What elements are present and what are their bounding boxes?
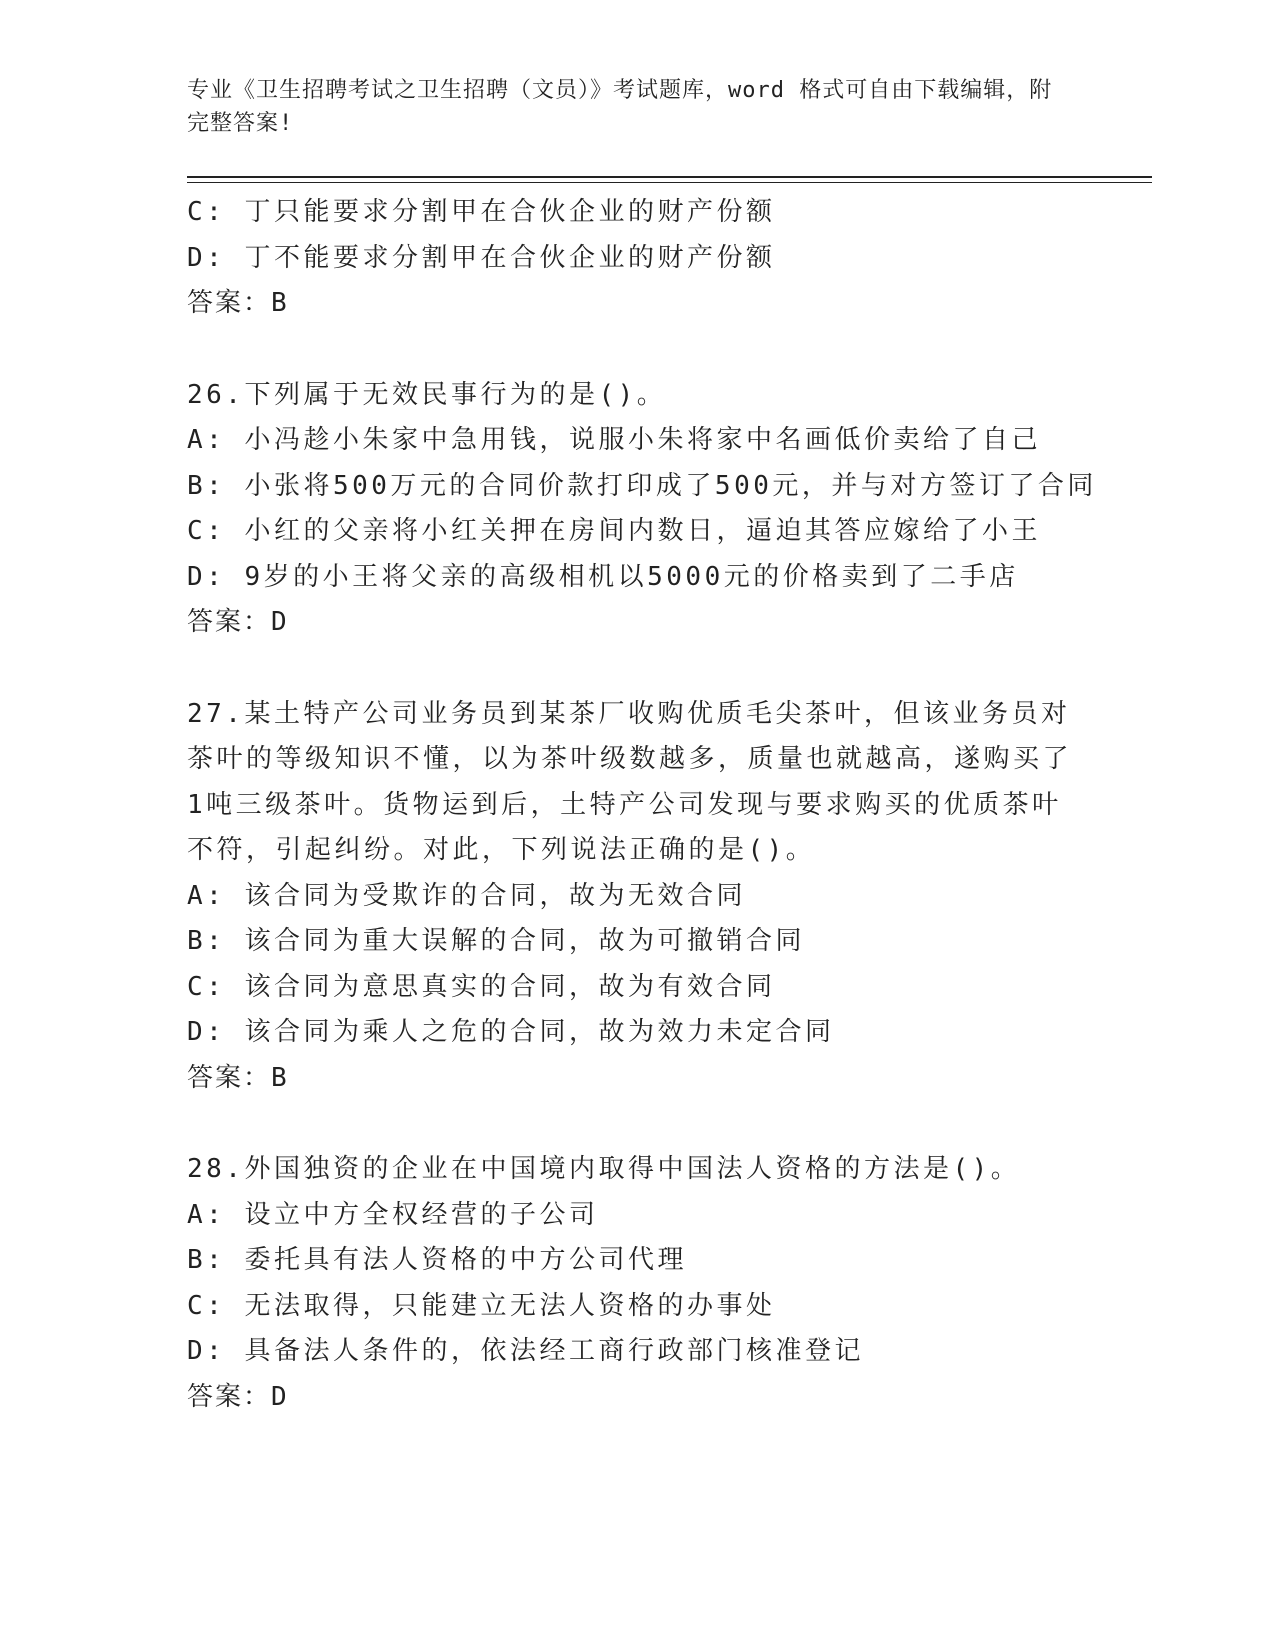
- question-stem: 26.下列属于无效民事行为的是()。: [187, 379, 667, 410]
- answer-line: 答案：B: [187, 1062, 289, 1093]
- question-28: [187, 1147, 1087, 1420]
- option-c: C: 该合同为意思真实的合同，故为有效合同: [187, 971, 776, 1002]
- lead-question-block: [187, 190, 1087, 327]
- option-c: C: 丁只能要求分割甲在合伙企业的财产份额: [187, 197, 776, 227]
- option-d: D: 具备法人条件的，依法经工商行政部门核准登记: [187, 1336, 864, 1366]
- header-rule-thick: [187, 176, 1152, 178]
- header-rule-thin: [187, 182, 1152, 183]
- question-27: [187, 692, 1087, 1102]
- spacer: [187, 646, 1087, 692]
- option-b: B: 委托具有法人资格的中方公司代理: [187, 1245, 687, 1275]
- option-a: A: 设立中方全权经营的子公司: [187, 1199, 599, 1230]
- option-b: B: 小张将500万元的合同价款打印成了500元，并与对方签订了合同: [187, 470, 1097, 501]
- page-header: 专业《卫生招聘考试之卫生招聘（文员）》考试题库，word 格式可自由下载编辑，附完整答案!: [187, 78, 1053, 136]
- question-stem: 28.外国独资的企业在中国境内取得中国法人资格的方法是()。: [187, 1154, 1021, 1184]
- answer-line: 答案：B: [187, 288, 289, 318]
- option-c: C: 无法取得，只能建立无法人资格的办事处: [187, 1290, 776, 1321]
- spacer: [187, 1101, 1087, 1147]
- option-d: D: 丁不能要求分割甲在合伙企业的财产份额: [187, 242, 776, 273]
- option-d: D: 该合同为乘人之危的合同，故为效力未定合同: [187, 1017, 835, 1047]
- question-stem: 27.某土特产公司业务员到某茶厂收购优质毛尖茶叶，但该业务员对茶叶的等级知识不懂，以为茶叶级数越多，质量也就越高，遂购买了1吨三级茶叶。货物运到后，土特产公司发现与要求购买的优质茶叶不符，引起纠纷。对此，下列说法正确的是()。: [187, 698, 1073, 865]
- answer-line: 答案：D: [187, 607, 289, 637]
- answer-line: 答案：D: [187, 1381, 289, 1412]
- option-d: D: 9岁的小王将父亲的高级相机以5000元的价格卖到了二手店: [187, 561, 1019, 592]
- question-26: [187, 373, 1097, 646]
- option-a: A: 小冯趁小朱家中急用钱，说服小朱将家中名画低价卖给了自己: [187, 425, 1041, 455]
- option-b: B: 该合同为重大误解的合同，故为可撤销合同: [187, 926, 805, 956]
- spacer: [187, 327, 1087, 373]
- option-c: C: 小红的父亲将小红关押在房间内数日，逼迫其答应嫁给了小王: [187, 516, 1041, 546]
- option-a: A: 该合同为受欺诈的合同，故为无效合同: [187, 880, 746, 911]
- question-content: [187, 190, 1097, 1420]
